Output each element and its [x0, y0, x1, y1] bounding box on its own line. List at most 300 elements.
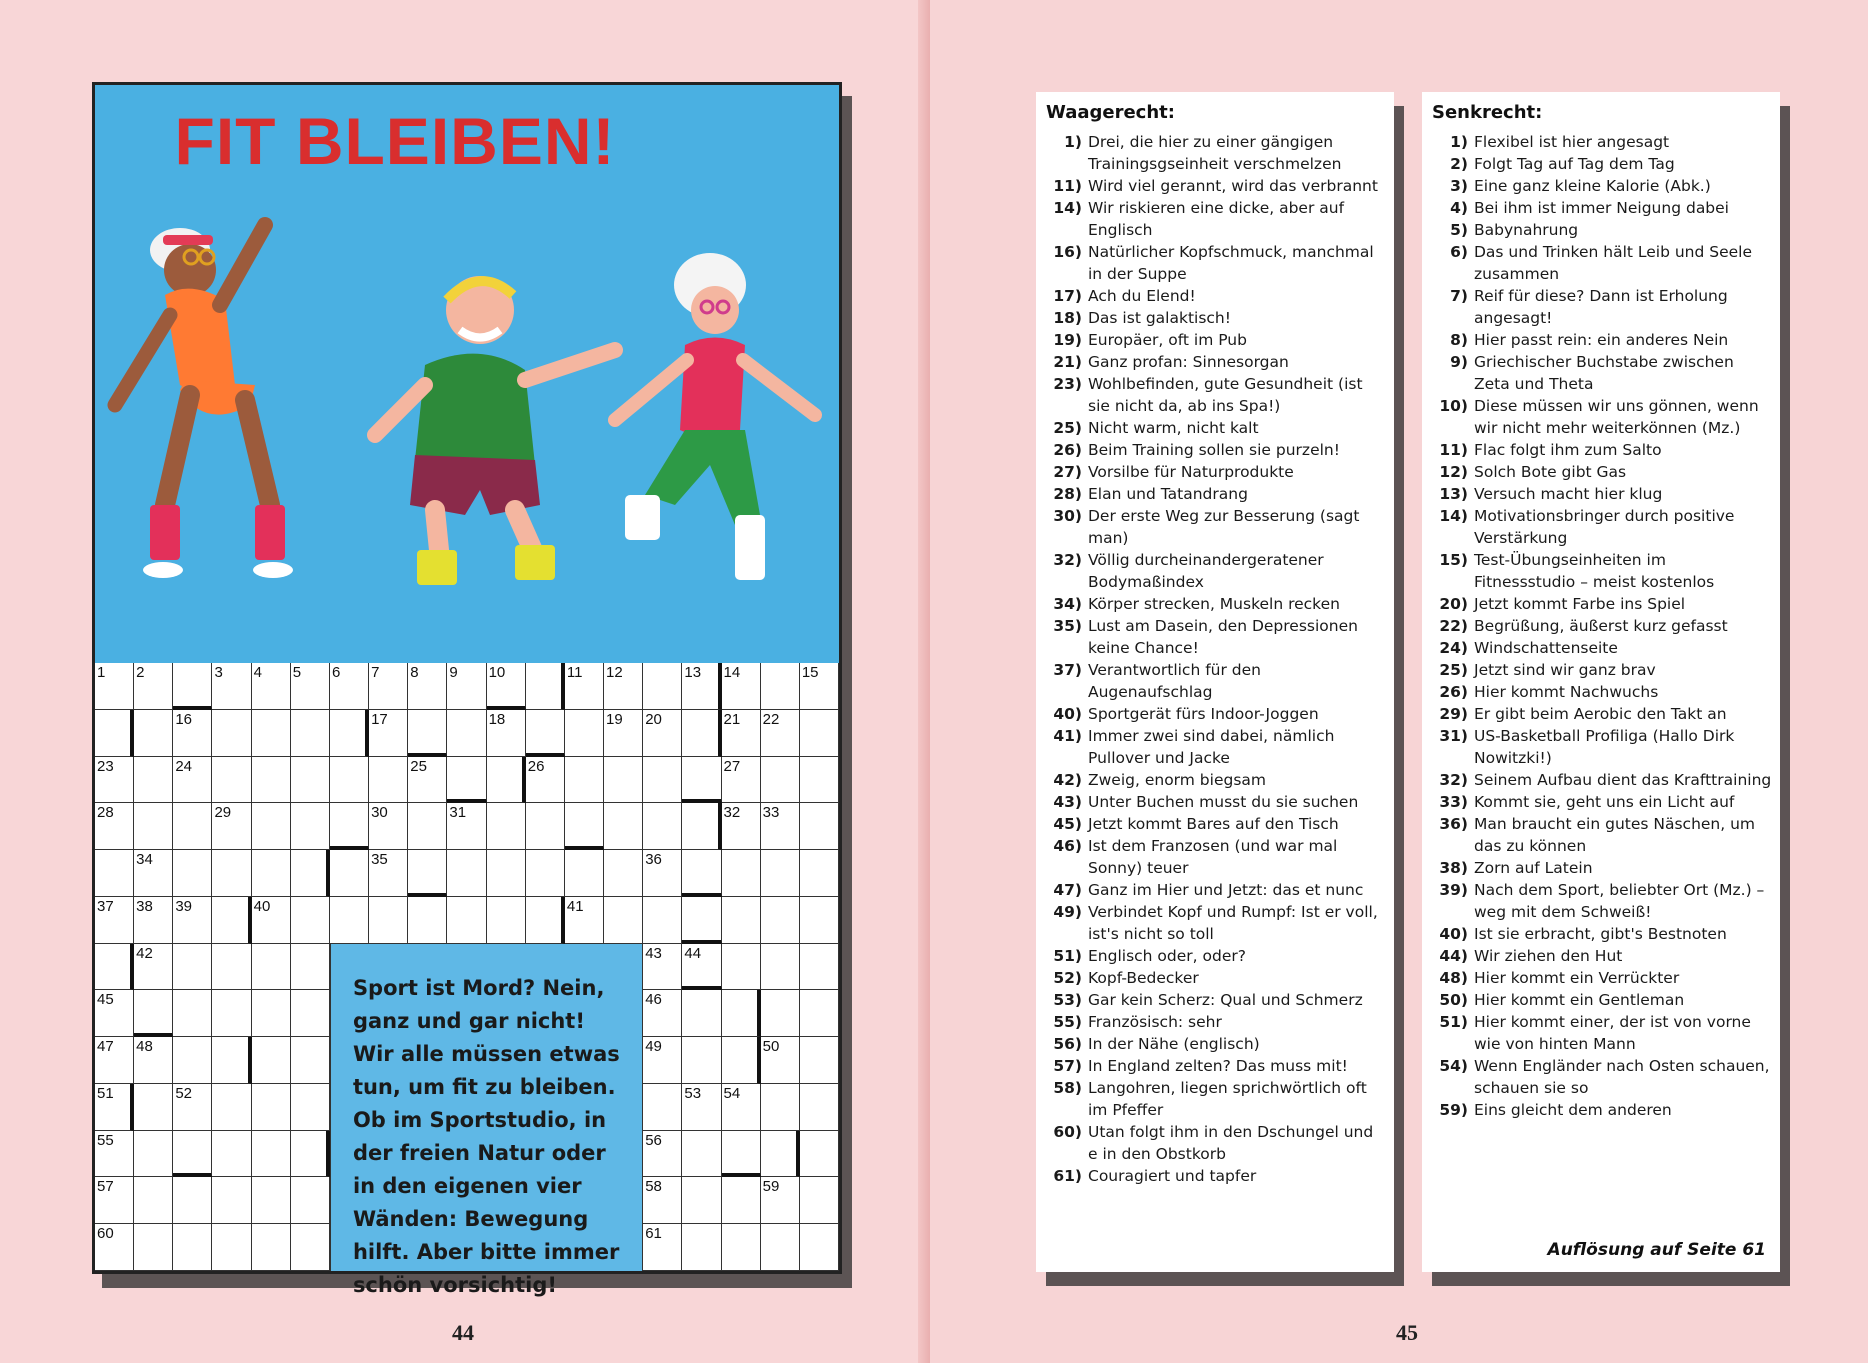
grid-cell[interactable] [526, 663, 565, 710]
dancer-left [115, 225, 293, 578]
clue-text: Wohlbefinden, gute Gesundheit (ist sie nicht da, ab ins Spa!) [1088, 375, 1363, 415]
grid-cell[interactable] [800, 757, 839, 804]
grid-cell[interactable] [682, 1084, 721, 1131]
grid-cell[interactable] [291, 1037, 330, 1084]
grid-cell[interactable] [252, 757, 291, 804]
clue-number: 23) [1053, 375, 1082, 393]
grid-cell[interactable] [526, 803, 565, 850]
grid-cell[interactable] [604, 850, 643, 897]
grid-cell[interactable] [212, 1084, 251, 1131]
grid-cell[interactable] [761, 897, 800, 944]
cell-number: 23 [97, 757, 114, 775]
grid-cell[interactable] [643, 850, 682, 897]
grid-cell[interactable] [722, 1177, 761, 1224]
clue-number: 4) [1450, 199, 1468, 217]
grid-cell[interactable] [252, 850, 291, 897]
grid-cell[interactable] [369, 803, 408, 850]
grid-cell[interactable] [643, 663, 682, 710]
across-clue [1046, 901, 1386, 945]
grid-cell[interactable] [800, 710, 839, 757]
grid-cell[interactable] [722, 803, 761, 850]
grid-cell[interactable] [173, 990, 212, 1037]
cell-number: 20 [645, 710, 662, 728]
grid-cell[interactable] [134, 757, 173, 804]
clue-text: Wenn Engländer nach Osten schauen, schauen sie so [1474, 1057, 1770, 1097]
cell-number: 9 [449, 664, 458, 681]
cell-number: 10 [488, 664, 506, 681]
grid-cell[interactable] [800, 1084, 839, 1131]
grid-cell[interactable] [800, 897, 839, 944]
grid-cell[interactable] [95, 897, 134, 944]
grid-cell[interactable] [487, 850, 526, 897]
grid-cell[interactable] [643, 757, 682, 804]
grid-cell[interactable] [173, 1177, 212, 1224]
clue-number: 54) [1439, 1057, 1468, 1075]
cell-number: 41 [566, 897, 584, 915]
clue-number: 36) [1439, 815, 1468, 833]
grid-cell[interactable] [682, 850, 721, 897]
grid-cell[interactable] [682, 944, 721, 991]
cell-number: 32 [723, 804, 741, 822]
grid-cell[interactable] [212, 803, 251, 850]
grid-cell[interactable] [173, 1037, 212, 1084]
grid-cell[interactable] [761, 990, 800, 1037]
down-clue [1432, 791, 1772, 813]
grid-cell[interactable] [565, 663, 604, 710]
dancer-right [615, 253, 815, 580]
clue-number: 12) [1439, 463, 1468, 481]
clue-text: Kopf-Bedecker [1088, 969, 1199, 987]
clue-number: 58) [1053, 1079, 1082, 1097]
down-clue [1432, 923, 1772, 945]
grid-cell[interactable] [330, 850, 369, 897]
cell-number: 52 [175, 1084, 192, 1102]
grid-cell[interactable] [291, 1224, 330, 1271]
grid-cell[interactable] [408, 710, 447, 757]
grid-cell[interactable] [95, 850, 134, 897]
grid-cell[interactable] [682, 1224, 721, 1271]
grid-cell[interactable] [134, 1084, 173, 1131]
across-clue [1046, 241, 1386, 285]
grid-cell[interactable] [134, 1177, 173, 1224]
grid-cell[interactable] [800, 1131, 839, 1178]
grid-cell[interactable] [682, 897, 721, 944]
clue-number: 29) [1439, 705, 1468, 723]
grid-cell[interactable] [761, 944, 800, 991]
grid-cell[interactable] [487, 803, 526, 850]
cell-number: 15 [801, 664, 819, 681]
grid-cell[interactable] [761, 1224, 800, 1271]
grid-cell[interactable] [252, 710, 291, 757]
grid-cell[interactable] [291, 897, 330, 944]
grid-cell[interactable] [682, 1131, 721, 1178]
grid-cell[interactable] [643, 1224, 682, 1271]
across-clue [1046, 989, 1386, 1011]
grid-cell[interactable] [173, 710, 212, 757]
grid-cell[interactable] [722, 990, 761, 1037]
clue-text: Ist sie erbracht, gibt's Bestnoten [1474, 925, 1727, 943]
down-clue [1432, 1099, 1772, 1121]
clue-number: 49) [1053, 903, 1082, 921]
across-clue [1046, 483, 1386, 505]
grid-cell[interactable] [291, 1131, 330, 1178]
grid-cell[interactable] [761, 1177, 800, 1224]
grid-cell[interactable] [761, 850, 800, 897]
clue-text: Griechischer Buchstabe zwischen Zeta und Theta [1474, 353, 1734, 393]
clue-text: Hier kommt einer, der ist von vorne wie von hinten Mann [1474, 1013, 1751, 1053]
grid-cell[interactable] [330, 663, 369, 710]
cell-number: 21 [723, 710, 741, 728]
across-clue [1046, 417, 1386, 439]
grid-cell[interactable] [408, 803, 447, 850]
grid-cell[interactable] [643, 897, 682, 944]
clue-text: Ach du Elend! [1088, 287, 1196, 305]
down-clue [1432, 505, 1772, 549]
clue-text: Bei ihm ist immer Neigung dabei [1474, 199, 1729, 217]
grid-cell[interactable] [134, 944, 173, 991]
grid-cell[interactable] [761, 803, 800, 850]
grid-cell[interactable] [95, 1224, 134, 1271]
grid-cell[interactable] [95, 944, 134, 991]
clue-text: Wir riskieren eine dicke, aber auf Englisch [1088, 199, 1345, 239]
grid-cell[interactable] [800, 1037, 839, 1084]
grid-cell[interactable] [134, 897, 173, 944]
grid-cell[interactable] [643, 710, 682, 757]
grid-cell[interactable] [682, 1177, 721, 1224]
cell-number: 12 [606, 664, 623, 681]
grid-cell[interactable] [761, 1131, 800, 1178]
clue-number: 37) [1053, 661, 1082, 679]
across-clue [1046, 1165, 1386, 1187]
grid-cell[interactable] [447, 850, 486, 897]
grid-cell[interactable] [95, 1177, 134, 1224]
grid-cell[interactable] [95, 1084, 134, 1131]
grid-cell[interactable] [173, 757, 212, 804]
cell-number: 58 [645, 1178, 662, 1196]
grid-cell[interactable] [722, 897, 761, 944]
cell-number: 57 [97, 1178, 114, 1196]
grid-cell[interactable] [252, 1177, 291, 1224]
grid-cell[interactable] [212, 1037, 251, 1084]
left-page [0, 0, 930, 1363]
cell-number: 36 [645, 851, 662, 869]
grid-cell[interactable] [212, 663, 251, 710]
grid-cell[interactable] [447, 803, 486, 850]
grid-cell[interactable] [643, 1177, 682, 1224]
grid-cell[interactable] [761, 663, 800, 710]
clue-number: 56) [1053, 1035, 1082, 1053]
cell-number: 51 [97, 1084, 114, 1102]
grid-cell[interactable] [330, 803, 369, 850]
grid-cell[interactable] [604, 710, 643, 757]
down-clue [1432, 989, 1772, 1011]
grid-cell[interactable] [212, 944, 251, 991]
cell-number: 22 [762, 710, 780, 728]
grid-cell[interactable] [800, 803, 839, 850]
grid-cell[interactable] [565, 897, 604, 944]
clue-number: 11) [1439, 441, 1468, 459]
grid-cell[interactable] [95, 757, 134, 804]
grid-cell[interactable] [447, 663, 486, 710]
grid-cell[interactable] [291, 944, 330, 991]
grid-cell[interactable] [291, 1177, 330, 1224]
across-clue [1046, 813, 1386, 835]
grid-cell[interactable] [252, 1131, 291, 1178]
clue-number: 55) [1053, 1013, 1082, 1031]
across-clue [1046, 967, 1386, 989]
dancer-middle [375, 276, 615, 585]
clue-number: 24) [1439, 639, 1468, 657]
grid-cell[interactable] [330, 757, 369, 804]
grid-cell[interactable] [682, 757, 721, 804]
down-clue-list [1432, 131, 1772, 1121]
grid-cell[interactable] [526, 897, 565, 944]
across-heading: Waagerecht: [1046, 102, 1175, 123]
clue-text: Reif für diese? Dann ist Erholung angesagt! [1474, 287, 1728, 327]
grid-cell[interactable] [173, 897, 212, 944]
grid-cell[interactable] [800, 850, 839, 897]
grid-cell[interactable] [565, 710, 604, 757]
grid-cell[interactable] [408, 897, 447, 944]
cell-number: 43 [645, 944, 662, 962]
grid-cell[interactable] [408, 757, 447, 804]
clue-text: Zweig, enorm biegsam [1088, 771, 1266, 789]
grid-cell[interactable] [800, 1177, 839, 1224]
down-clue [1432, 681, 1772, 703]
across-clue [1046, 461, 1386, 483]
grid-cell[interactable] [800, 663, 839, 710]
grid-cell[interactable] [526, 757, 565, 804]
grid-cell[interactable] [212, 757, 251, 804]
grid-cell[interactable] [173, 1224, 212, 1271]
down-clue [1432, 615, 1772, 637]
grid-cell[interactable] [95, 663, 134, 710]
across-clue [1046, 945, 1386, 967]
cell-number: 6 [331, 664, 341, 681]
cell-number: 26 [527, 757, 545, 775]
grid-cell[interactable] [682, 803, 721, 850]
grid-cell[interactable] [252, 897, 291, 944]
grid-cell[interactable] [212, 850, 251, 897]
across-clue [1046, 197, 1386, 241]
grid-cell[interactable] [369, 710, 408, 757]
grid-cell[interactable] [682, 990, 721, 1037]
clue-number: 51) [1053, 947, 1082, 965]
clue-number: 50) [1439, 991, 1468, 1009]
grid-cell[interactable] [252, 1084, 291, 1131]
across-clue [1046, 615, 1386, 659]
grid-cell[interactable] [95, 1037, 134, 1084]
clue-number: 45) [1053, 815, 1082, 833]
grid-cell[interactable] [408, 663, 447, 710]
crossword-grid[interactable] [95, 663, 839, 1297]
grid-cell[interactable] [212, 897, 251, 944]
clue-number: 5) [1450, 221, 1468, 239]
grid-cell[interactable] [212, 990, 251, 1037]
grid-cell[interactable] [526, 850, 565, 897]
grid-cell[interactable] [761, 1037, 800, 1084]
grid-cell[interactable] [604, 803, 643, 850]
grid-cell[interactable] [134, 663, 173, 710]
across-clue [1046, 593, 1386, 615]
grid-cell[interactable] [173, 663, 212, 710]
grid-cell[interactable] [95, 710, 134, 757]
grid-cell[interactable] [643, 1084, 682, 1131]
clue-text: Ist dem Franzosen (und war mal Sonny) teuer [1088, 837, 1338, 877]
cell-number: 4 [253, 664, 262, 681]
grid-cell[interactable] [722, 850, 761, 897]
cell-number: 29 [214, 804, 232, 822]
grid-cell[interactable] [291, 757, 330, 804]
clue-text: Europäer, oft im Pub [1088, 331, 1247, 349]
grid-cell[interactable] [722, 663, 761, 710]
grid-cell[interactable] [643, 1037, 682, 1084]
grid-cell[interactable] [291, 1084, 330, 1131]
clue-number: 8) [1450, 331, 1468, 349]
grid-cell[interactable] [369, 757, 408, 804]
grid-cell[interactable] [447, 710, 486, 757]
grid-cell[interactable] [369, 850, 408, 897]
grid-cell[interactable] [487, 897, 526, 944]
clue-number: 9) [1450, 353, 1468, 371]
grid-cell[interactable] [565, 757, 604, 804]
grid-cell[interactable] [643, 803, 682, 850]
grid-cell[interactable] [252, 944, 291, 991]
clue-number: 17) [1053, 287, 1082, 305]
down-heading: Senkrecht: [1432, 102, 1543, 123]
grid-cell[interactable] [565, 803, 604, 850]
grid-cell[interactable] [291, 663, 330, 710]
grid-cell[interactable] [212, 710, 251, 757]
clue-number: 10) [1439, 397, 1468, 415]
grid-cell[interactable] [722, 1224, 761, 1271]
grid-cell[interactable] [252, 1224, 291, 1271]
clue-number: 34) [1053, 595, 1082, 613]
grid-cell[interactable] [604, 757, 643, 804]
clue-number: 40) [1053, 705, 1082, 723]
grid-cell[interactable] [369, 897, 408, 944]
grid-cell[interactable] [134, 1131, 173, 1178]
grid-cell[interactable] [447, 897, 486, 944]
clue-number: 27) [1053, 463, 1082, 481]
clue-number: 7) [1450, 287, 1468, 305]
grid-cell[interactable] [330, 710, 369, 757]
grid-cell[interactable] [212, 1224, 251, 1271]
grid-cell[interactable] [173, 850, 212, 897]
clue-text: Französisch: sehr [1088, 1013, 1222, 1031]
grid-cell[interactable] [95, 1131, 134, 1178]
grid-cell[interactable] [291, 710, 330, 757]
grid-cell[interactable] [173, 944, 212, 991]
clue-text: Test-Übungseinheiten im Fitnessstudio – meist kostenlos [1474, 551, 1715, 591]
grid-cell[interactable] [800, 944, 839, 991]
grid-cell[interactable] [526, 710, 565, 757]
grid-cell[interactable] [369, 663, 408, 710]
grid-cell[interactable] [134, 710, 173, 757]
cell-number: 46 [645, 991, 662, 1009]
grid-cell[interactable] [682, 1037, 721, 1084]
grid-cell[interactable] [643, 1131, 682, 1178]
cell-number: 37 [97, 897, 114, 915]
grid-cell[interactable] [134, 1224, 173, 1271]
grid-cell[interactable] [643, 990, 682, 1037]
grid-cell[interactable] [291, 803, 330, 850]
grid-cell[interactable] [134, 803, 173, 850]
grid-cell[interactable] [722, 757, 761, 804]
grid-cell[interactable] [800, 1224, 839, 1271]
grid-cell[interactable] [173, 1131, 212, 1178]
grid-cell[interactable] [212, 1177, 251, 1224]
grid-cell[interactable] [173, 1084, 212, 1131]
grid-cell[interactable] [447, 757, 486, 804]
clue-number: 2) [1450, 155, 1468, 173]
grid-cell[interactable] [134, 990, 173, 1037]
clue-number: 26) [1439, 683, 1468, 701]
grid-cell[interactable] [722, 944, 761, 991]
grid-cell[interactable] [252, 990, 291, 1037]
grid-cell[interactable] [604, 663, 643, 710]
grid-cell[interactable] [682, 710, 721, 757]
grid-cell[interactable] [722, 1131, 761, 1178]
grid-cell[interactable] [252, 663, 291, 710]
cell-number: 55 [97, 1131, 114, 1149]
grid-cell[interactable] [761, 1084, 800, 1131]
grid-cell[interactable] [134, 850, 173, 897]
grid-cell[interactable] [252, 1037, 291, 1084]
across-clue [1046, 307, 1386, 329]
grid-cell[interactable] [212, 1131, 251, 1178]
grid-cell[interactable] [95, 803, 134, 850]
grid-cell[interactable] [95, 990, 134, 1037]
clue-number: 1) [1450, 133, 1468, 151]
clue-number: 26) [1053, 441, 1082, 459]
grid-cell[interactable] [173, 803, 212, 850]
grid-cell[interactable] [291, 990, 330, 1037]
clue-number: 14) [1053, 199, 1082, 217]
grid-cell[interactable] [487, 710, 526, 757]
grid-cell[interactable] [487, 663, 526, 710]
clue-text: Ganz im Hier und Jetzt: das et nunc [1088, 881, 1364, 899]
grid-cell[interactable] [604, 897, 643, 944]
grid-cell[interactable] [722, 710, 761, 757]
clue-text: Völlig durcheinandergeratener Bodymaßindex [1088, 551, 1324, 591]
clue-number: 47) [1053, 881, 1082, 899]
grid-cell[interactable] [722, 1037, 761, 1084]
grid-cell[interactable] [800, 990, 839, 1037]
grid-cell[interactable] [565, 850, 604, 897]
grid-cell[interactable] [643, 944, 682, 991]
down-clue [1432, 285, 1772, 329]
clue-text: Immer zwei sind dabei, nämlich Pullover und Jacke [1088, 727, 1335, 767]
grid-cell[interactable] [682, 663, 721, 710]
clue-text: Beim Training sollen sie purzeln! [1088, 441, 1340, 459]
grid-cell[interactable] [330, 897, 369, 944]
grid-cell[interactable] [408, 850, 447, 897]
cell-number: 50 [762, 1038, 780, 1056]
clue-text: Hier kommt ein Verrückter [1474, 969, 1680, 987]
grid-cell[interactable] [761, 757, 800, 804]
grid-cell[interactable] [291, 850, 330, 897]
down-clue [1432, 1011, 1772, 1055]
grid-cell[interactable] [722, 1084, 761, 1131]
grid-cell[interactable] [487, 757, 526, 804]
grid-cell[interactable] [134, 1037, 173, 1084]
clue-number: 41) [1053, 727, 1082, 745]
clue-text: Natürlicher Kopfschmuck, manchmal in der Suppe [1088, 243, 1374, 283]
grid-cell[interactable] [761, 710, 800, 757]
grid-cell[interactable] [252, 803, 291, 850]
clue-text: Sportgerät fürs Indoor-Joggen [1088, 705, 1319, 723]
